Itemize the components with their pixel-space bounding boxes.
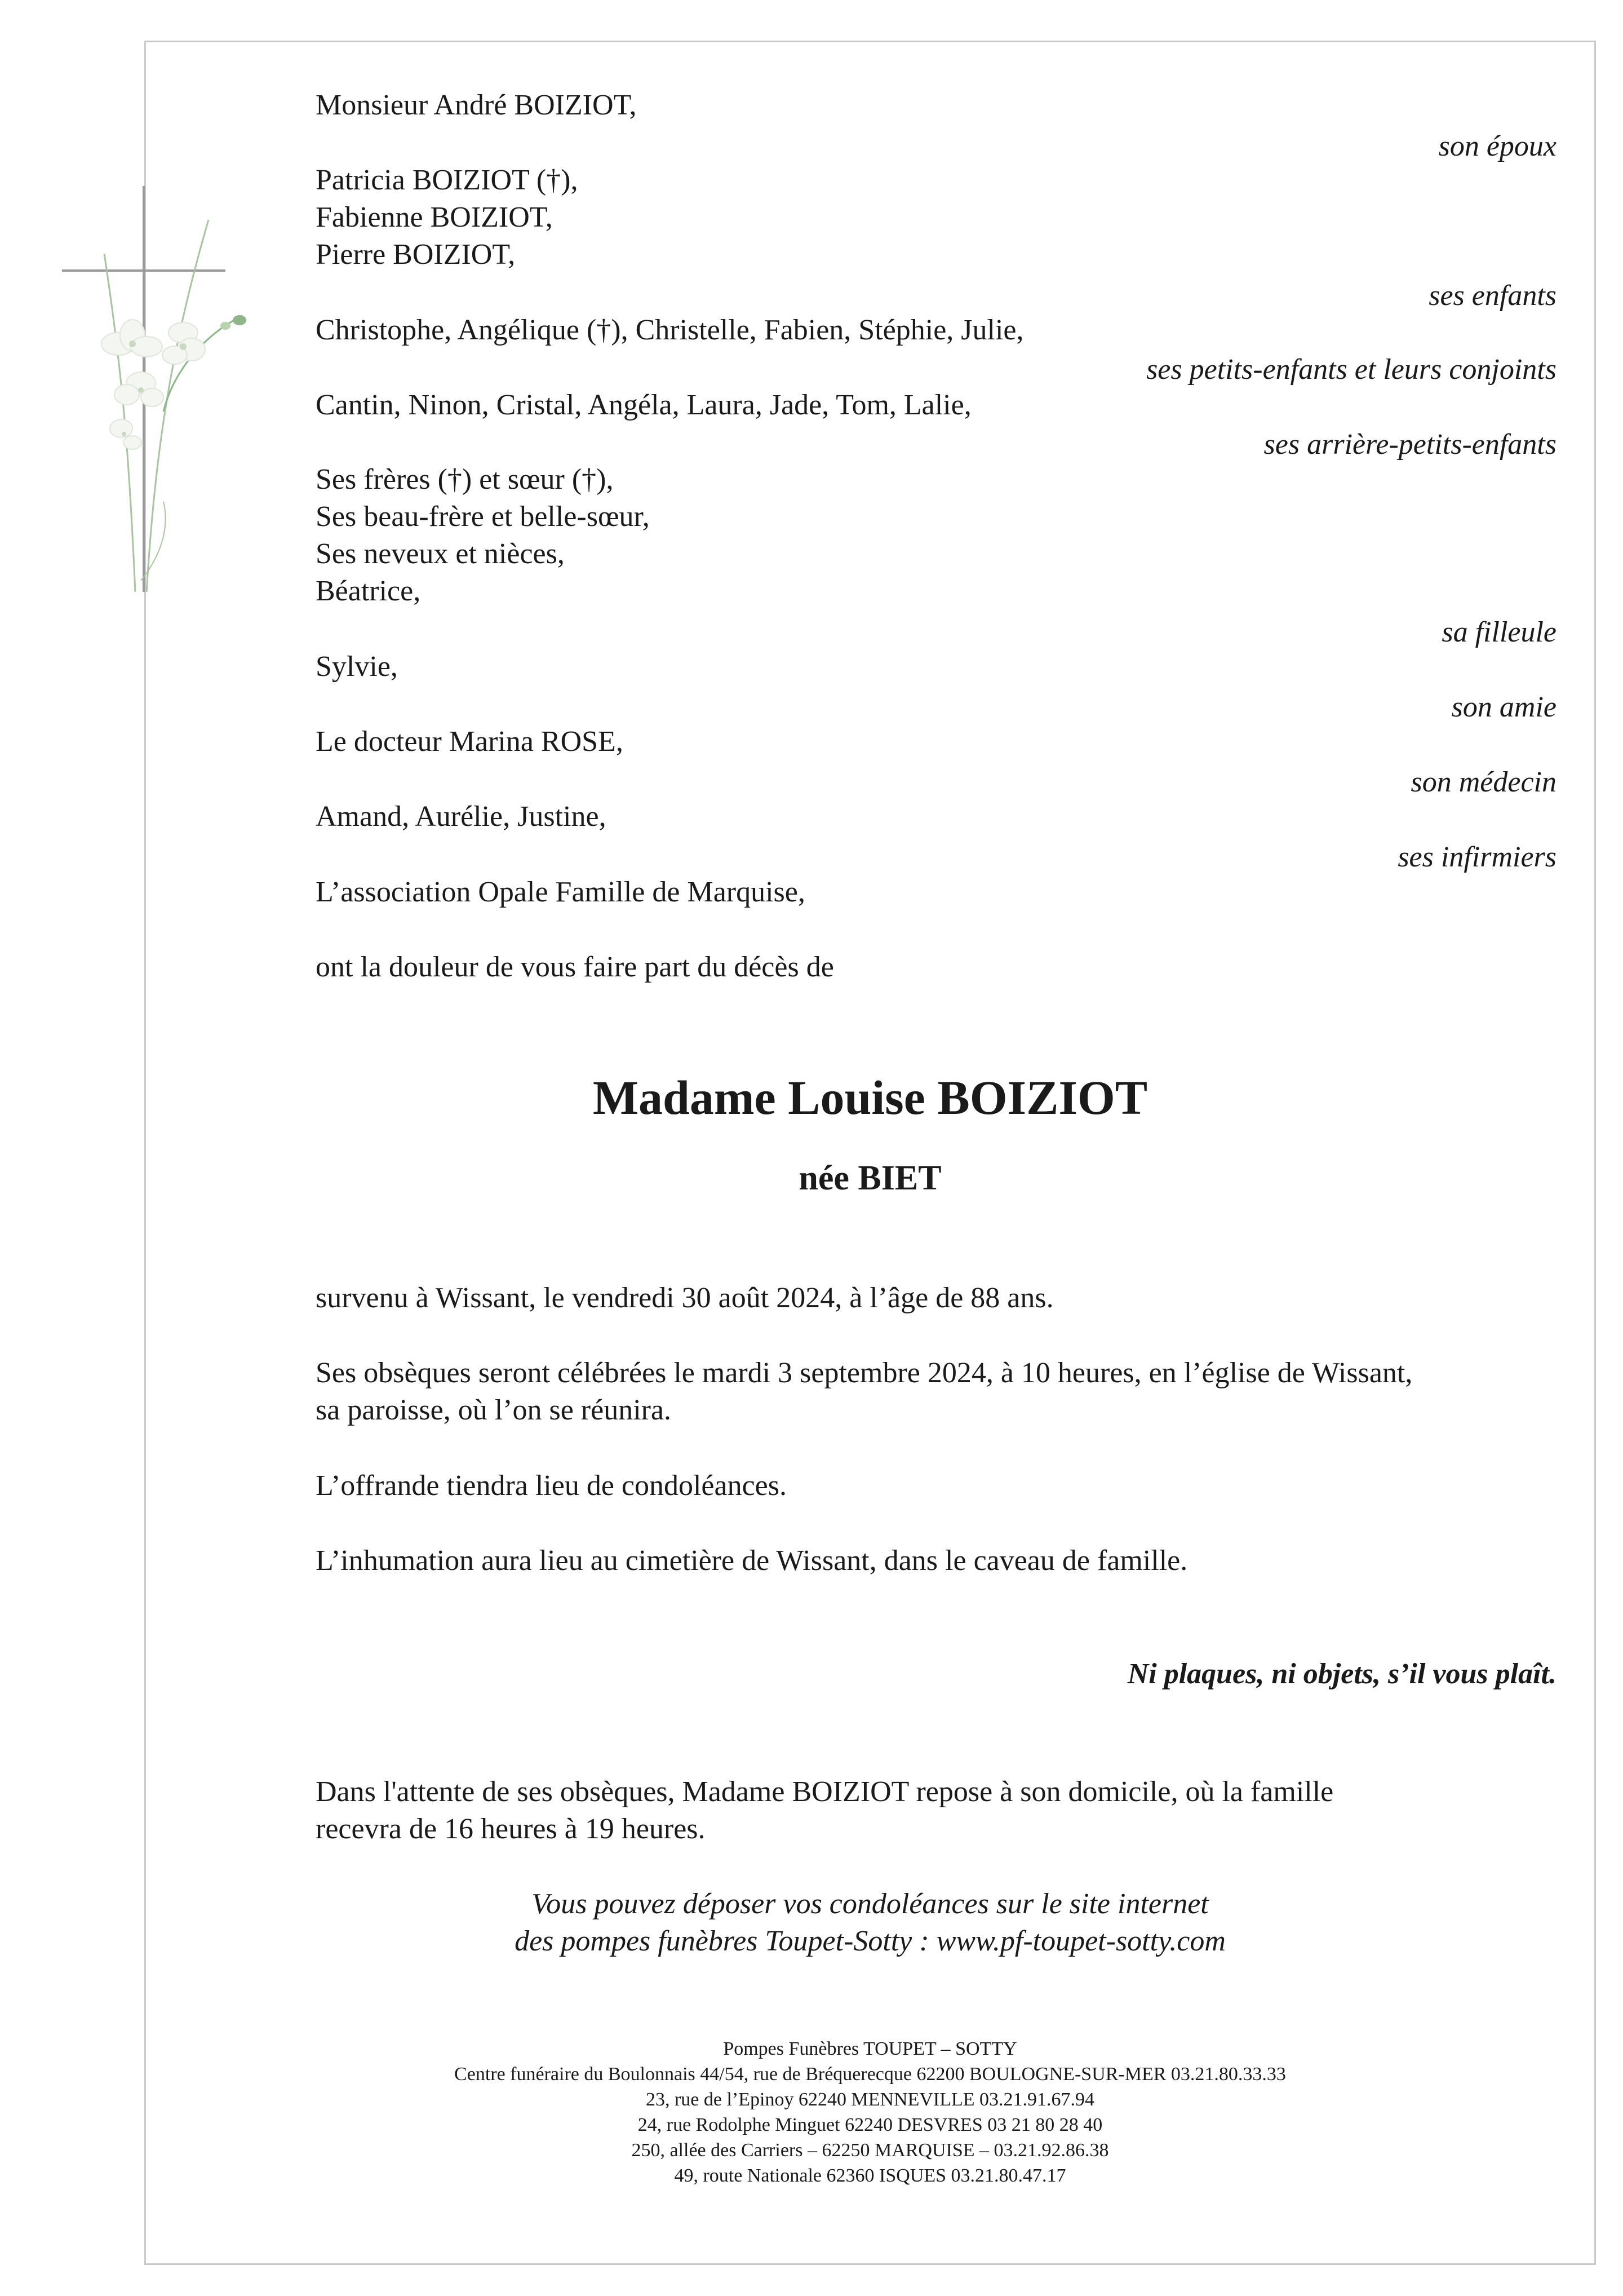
arriere-petits-enfants-role: ses arrière-petits-enfants — [1263, 428, 1557, 461]
enfant-2: Fabienne BOIZIOT, — [316, 201, 553, 233]
announcement-intro: ont la douleur de vous faire part du décès de — [316, 951, 834, 983]
amie-name: Sylvie, — [316, 651, 398, 683]
offrande-text: L’offrande tiendra lieu de condoléances. — [316, 1470, 787, 1502]
arriere-petits-enfants-names: Cantin, Ninon, Cristal, Angéla, Laura, Jade, Tom, Lalie, — [316, 389, 972, 421]
enfants-role: ses enfants — [1429, 280, 1557, 312]
deces-details: survenu à Wissant, le vendredi 30 août 2024, à l’âge de 88 ans. — [316, 1282, 1054, 1314]
footer-company: Pompes Funèbres TOUPET – SOTTY — [723, 2038, 1017, 2059]
autres-3: Ses neveux et nièces, — [316, 538, 565, 570]
autres-2: Ses beau-frère et belle-sœur, — [316, 501, 650, 533]
condoleances-line-2: des pompes funèbres Toupet-Sotty : www.pf-toupet-sotty.com — [515, 1925, 1226, 1957]
footer-address-4: 250, allée des Carriers – 62250 MARQUISE – 03.21.92.86.38 — [631, 2140, 1109, 2161]
deceased-maiden-name: née BIET — [799, 1159, 942, 1197]
petits-enfants-role: ses petits-enfants et leurs conjoints — [1146, 353, 1557, 386]
obseques-line-2: sa paroisse, où l’on se réunira. — [316, 1394, 672, 1426]
attente-line-2: recevra de 16 heures à 19 heures. — [316, 1813, 706, 1845]
footer-address-3: 24, rue Rodolphe Minguet 62240 DESVRES 03 21 80 28 40 — [637, 2114, 1103, 2135]
association-name: L’association Opale Famille de Marquise, — [316, 876, 805, 908]
infirmiers-names: Amand, Aurélie, Justine, — [316, 800, 606, 833]
footer-address-1: Centre funéraire du Boulonnais 44/54, rue de Bréquerecque 62200 BOULOGNE-SUR-MER 03.21.80.33.33 — [454, 2064, 1286, 2085]
inhumation-text: L’inhumation aura lieu au cimetière de Wissant, dans le caveau de famille. — [316, 1545, 1188, 1577]
petits-enfants-names: Christophe, Angélique (†), Christelle, Fabien, Stéphie, Julie, — [316, 314, 1024, 346]
medecin-name: Le docteur Marina ROSE, — [316, 725, 623, 758]
obseques-line-1: Ses obsèques seront célébrées le mardi 3 septembre 2024, à 10 heures, en l’église de Wissant, — [316, 1357, 1413, 1389]
attente-line-1: Dans l'attente de ses obsèques, Madame BOIZIOT repose à son domicile, où la famille — [316, 1776, 1334, 1808]
enfant-1: Patricia BOIZIOT (†), — [316, 164, 578, 196]
medecin-role: son médecin — [1411, 766, 1557, 798]
epoux-role: son époux — [1438, 130, 1557, 162]
cross-with-orchid-icon — [62, 186, 248, 598]
amie-role: son amie — [1451, 691, 1557, 723]
epoux-name: Monsieur André BOIZIOT, — [316, 89, 637, 121]
condoleances-line-1: Vous pouvez déposer vos condoléances sur le site internet — [531, 1888, 1209, 1920]
filleule-role: sa filleule — [1442, 616, 1557, 648]
no-plaques-notice: Ni plaques, ni objets, s’il vous plaît. — [1127, 1658, 1557, 1690]
filleule-name: Béatrice, — [316, 575, 421, 607]
autres-1: Ses frères (†) et sœur (†), — [316, 463, 614, 496]
infirmiers-role: ses infirmiers — [1398, 841, 1557, 873]
footer-address-2: 23, rue de l’Epinoy 62240 MENNEVILLE 03.21.91.67.94 — [645, 2089, 1095, 2110]
footer-address-5: 49, route Nationale 62360 ISQUES 03.21.80.47.17 — [674, 2165, 1066, 2186]
enfant-3: Pierre BOIZIOT, — [316, 238, 516, 271]
deceased-name: Madame Louise BOIZIOT — [592, 1070, 1148, 1125]
